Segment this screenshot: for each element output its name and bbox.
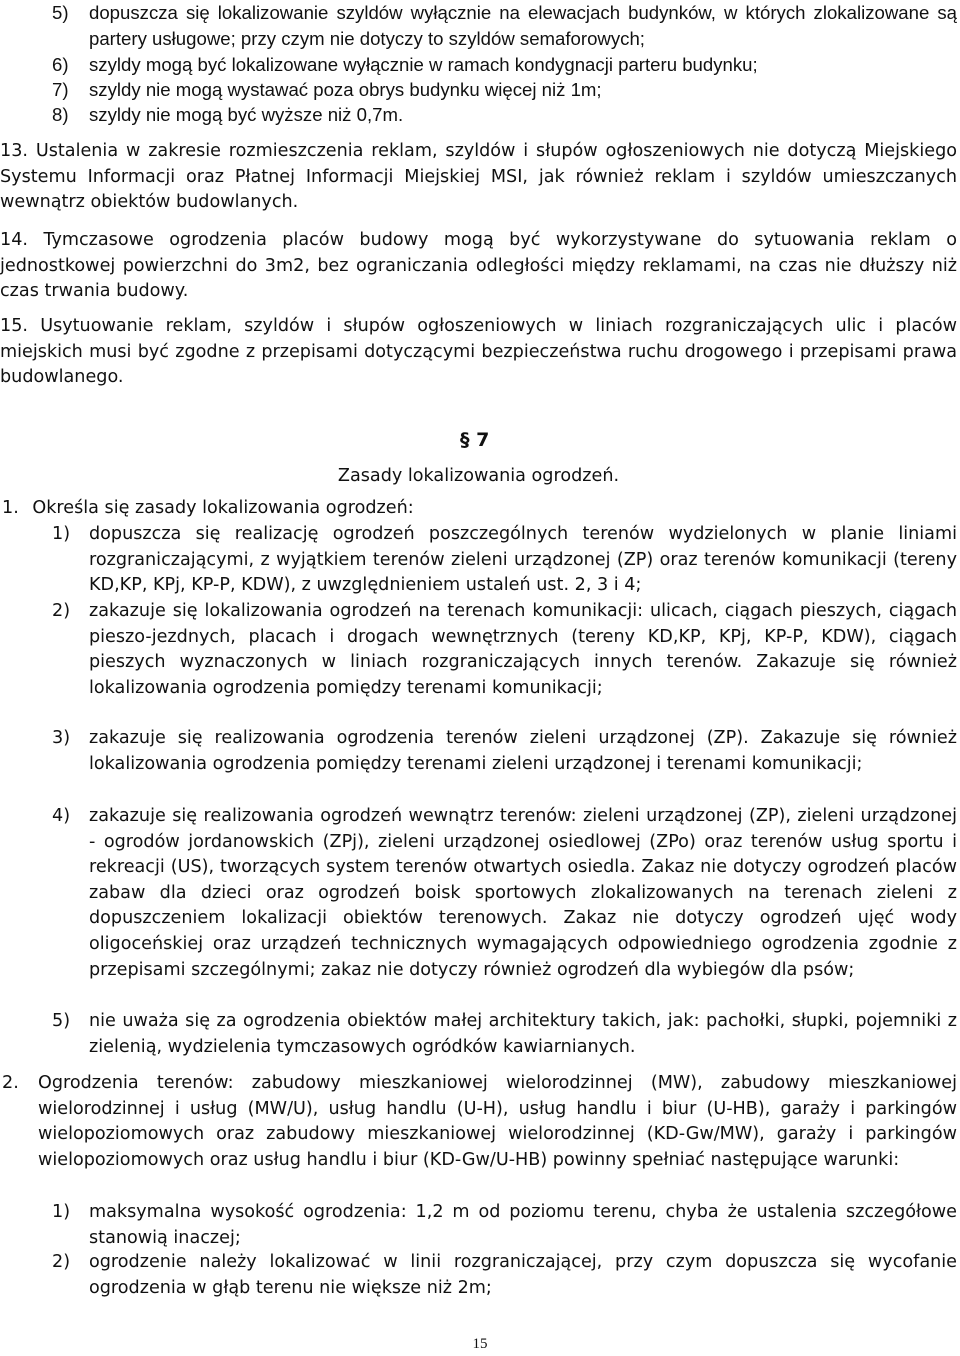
section-mark: § 7 (460, 429, 490, 451)
item-text: ogrodzenie należy lokalizować w linii rozgraniczającej, przy czym dopuszcza się wycofanie ogrodzenia w głąb terenu nie większe niż 2m; (89, 1252, 957, 1298)
item-text: dopuszcza się realizację ogrodzeń poszczególnych terenów wydzielonych w planie liniami rozgraniczającymi, z wyjątkiem terenów zieleni urządzonej (ZP) oraz terenów komunikacji (tereny KD,KP, KPj, KP-P, KDW), z uwzględnieniem ustaleń ust. 2, 3 i 4; (89, 524, 957, 596)
list-item (52, 1200, 957, 1251)
item-text: zakazuje się realizowania ogrodzenia terenów zieleni urządzonej (ZP). Zakazuje się również lokalizowania ogrodzenia pomiędzy terenami zieleni urządzonej i terenami komunikacji; (89, 728, 957, 774)
item-text: zakazuje się lokalizowania ogrodzeń na terenach komunikacji: ulicach, ciągach pieszych, ciągach pieszo-jezdnych, placach i drogach wewnętrznych (tereny KD,KP, KPj, KP-P, KDW), ciągach pieszych wyznaczonych w liniach rozgraniczających innych terenów. Zakazuje się również lokalizowania ogrodzenia pomiędzy terenami komunikacji; (89, 601, 957, 698)
list-item (52, 1009, 957, 1060)
paragraph-14 (0, 228, 957, 305)
item-number: 4) (52, 806, 71, 826)
list-item (52, 0, 957, 51)
item-number: 5) (52, 2, 69, 23)
point-1-heading (2, 496, 414, 522)
list-item (52, 77, 957, 103)
paragraph-number: 13. (0, 141, 28, 161)
list-item (52, 804, 957, 983)
point-number: 1. (2, 498, 19, 518)
item-number: 2) (52, 601, 71, 621)
item-number: 8) (52, 104, 69, 125)
paragraph-number: 15. (0, 316, 28, 336)
item-number: 2) (52, 1252, 71, 1272)
list-item (52, 726, 957, 777)
point-number: 2. (2, 1073, 19, 1093)
point-2 (2, 1071, 957, 1173)
paragraph-number: 14. (0, 230, 28, 250)
list-item (52, 52, 957, 78)
item-text: zakazuje się realizowania ogrodzeń wewnątrz terenów: zieleni urządzonej (ZP), zieleni urządzonej - ogrodów jordanowskich (ZPj), zieleni urządzonej osiedlowej (ZPo) oraz terenów usług sportu i rekreacji (US), tworzących system terenów otwartych osiedla. Zakaz nie dotyczy ogrodzeń placów zabaw dla dzieci oraz ogrodzeń boisk sportowych zlokalizowanych na terenach zieleni z dopuszczeniem lokalizacji obiektów terenowych. Zakaz nie dotyczy ogrodzeń ujęć wody oligoceńskiej oraz urządzeń technicznych wymagających odpowiedniego ogrodzenia zgodnie z przepisami szczególnymi; zakaz nie dotyczy również ogrodzeń dla wybiegów dla psów; (89, 806, 957, 980)
paragraph-text: Tymczasowe ogrodzenia placów budowy mogą być wykorzystywane do sytuowania reklam o jednostkowej powierzchni do 3m2, bez ograniczania odległości między reklamami, na czas nie dłuższy niż czas trwania budowy. (0, 230, 958, 302)
paragraph-13 (0, 139, 957, 216)
item-text: szyldy mogą być lokalizowane wyłącznie w ramach kondygnacji parteru budynku; (89, 54, 758, 75)
paragraph-text: Usytuowanie reklam, szyldów i słupów ogłoszeniowych w liniach rozgraniczających ulic i placów miejskich musi być zgodne z przepisami dotyczącymi bezpieczeństwa ruchu drogowego i przepisami prawa budowlanego. (0, 316, 958, 388)
item-text: szyldy nie mogą być wyższe niż 0,7m. (89, 104, 404, 125)
point-text: Określa się zasady lokalizowania ogrodzeń: (32, 498, 414, 518)
item-text: nie uważa się za ogrodzenia obiektów małej architektury takich, jak: pachołki, słupki, pojemniki z zielenią, wydzielenia tymczasowych ogródków kawiarnianych. (89, 1011, 957, 1057)
section-title: Zasady lokalizowania ogrodzeń. (337, 466, 620, 486)
item-text: maksymalna wysokość ogrodzenia: 1,2 m od poziomu terenu, chyba że ustalenia szczegółowe stanowią inaczej; (89, 1202, 957, 1248)
item-text: szyldy nie mogą wystawać poza obrys budynku więcej niż 1m; (89, 79, 602, 100)
list-item (52, 599, 957, 701)
paragraph-15 (0, 314, 957, 391)
item-number: 1) (52, 1202, 71, 1222)
list-item (52, 1250, 957, 1301)
list-item (52, 522, 957, 599)
item-number: 5) (52, 1011, 71, 1031)
list-item (52, 102, 957, 128)
item-number: 3) (52, 728, 71, 748)
point-text: Ogrodzenia terenów: zabudowy mieszkaniowej wielorodzinnej (MW), zabudowy mieszkaniowej wielorodzinnej i usług (MW/U), usług handlu (U-H), usług handlu i biur (U-HB), garaży i parkingów wielopoziomowych oraz zabudowy mieszkaniowej wielorodzinnej (KD-Gw/MW), garaży i parkingów wielopoziomowych oraz usług handlu i biur (KD-Gw/U-HB) powinny spełniać następujące warunki: (38, 1073, 957, 1170)
item-number: 6) (52, 54, 69, 75)
item-number: 7) (52, 79, 69, 100)
item-text: dopuszcza się lokalizowanie szyldów wyłącznie na elewacjach budynków, w których zlokalizowane są partery usługowe; przy czym nie dotyczy to szyldów semaforowych; (89, 2, 957, 49)
page-number: 15 (472, 1336, 488, 1352)
paragraph-text: Ustalenia w zakresie rozmieszczenia reklam, szyldów i słupów ogłoszeniowych nie dotyczą Miejskiego Systemu Informacji oraz Płatnej Informacji Miejskiej MSI, jak również reklam i szyldów umieszczanych wewnątrz obiektów budowlanych. (0, 141, 957, 213)
item-number: 1) (52, 524, 71, 544)
